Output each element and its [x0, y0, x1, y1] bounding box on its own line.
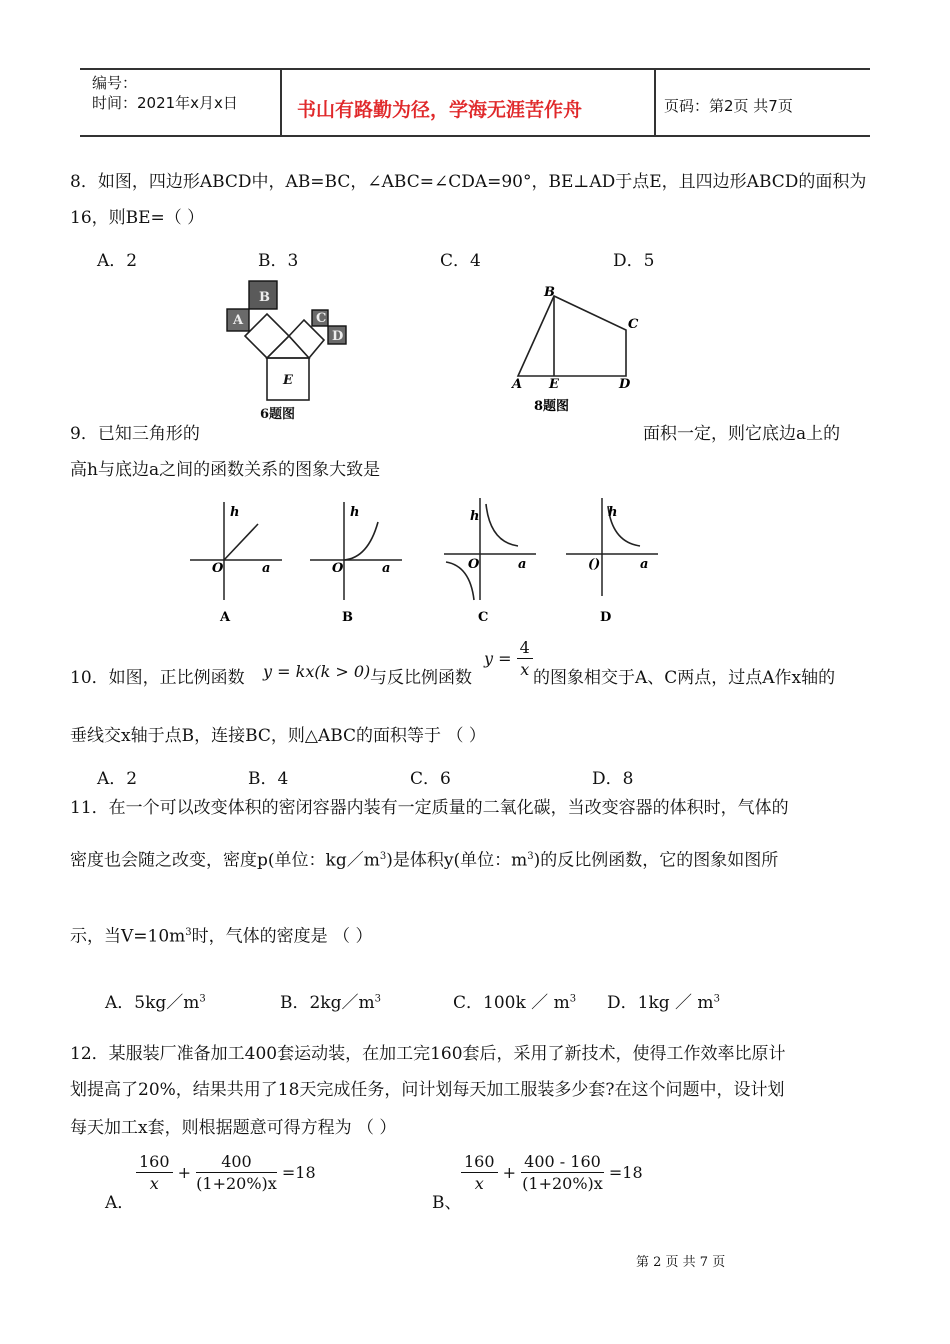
q9-graph-a — [186, 500, 286, 628]
q9-line2: 高h与底边a之间的函数关系的图象大致是 — [70, 460, 381, 480]
q11-sup-1: 3 — [379, 851, 387, 862]
q11-line3-a: 示，当V=10m — [70, 926, 186, 947]
q8-option-d: D．5 — [613, 251, 655, 271]
graph-d-label: D — [600, 610, 612, 625]
q8-line2: 16，则BE=（ ） — [70, 208, 205, 228]
fig6-label-d: D — [332, 329, 344, 344]
header-serial: 编号： — [92, 74, 138, 92]
fig8-label-e: E — [549, 377, 559, 392]
q10-option-c: C．6 — [410, 769, 451, 789]
q12-b-rhs: =18 — [608, 1163, 643, 1182]
q10-suffix: 的图象相交于A、C两点，过点A作x轴的 — [533, 668, 836, 688]
q11-sup-2: 3 — [527, 851, 534, 862]
q12-b-frac2: $\frac{400 - 160}{(1+20\%)x}$ — [522, 1152, 603, 1193]
fig8-label-a: A — [512, 377, 523, 392]
graph-c-a: a — [518, 557, 527, 572]
q12-a-rhs: =18 — [281, 1163, 316, 1182]
fig8-caption: 8题图 — [534, 399, 570, 414]
q11-line2-c: )的反比例函数，它的图象如图所 — [533, 850, 779, 871]
q12-option-a-equation: $\frac{160}{x}$ + $\frac{400}{(1+20\%)x}$ =18 — [136, 1152, 316, 1193]
q8-option-c: C．4 — [440, 251, 481, 271]
graph-c-label: C — [478, 610, 489, 625]
header-top-border — [80, 68, 870, 70]
graph-d-h: h — [608, 505, 618, 520]
q10-option-a: A．2 — [97, 769, 138, 789]
q10-option-b: B．4 — [248, 769, 289, 789]
fig6-caption: 6题图 — [260, 407, 296, 422]
q11-line2-a: 密度也会随之改变，密度p(单位：kg／m — [70, 850, 380, 871]
graph-b-origin: O — [332, 561, 344, 576]
q10-formula1: y = kx(k > 0) — [263, 662, 371, 681]
fig6-label-e: E — [283, 373, 293, 388]
q8-line1: 8．如图，四边形ABCD中，AB=BC，∠ABC=∠CDA=90°，BE⊥AD于点E，且四边形ABCD的面积为 — [70, 172, 867, 192]
q11-option-d: D．1kg ／ $m^3$ — [607, 993, 720, 1013]
q10-prefix: 10．如图，正比例函数 — [70, 668, 245, 688]
q11-line3 — [70, 928, 372, 946]
header-motto: 书山有路勤为径，学海无涯苦作舟 — [297, 99, 583, 121]
q10-formula2 — [484, 638, 533, 679]
q12-option-b-equation: $\frac{160}{x}$ + $\frac{400 - 160}{(1+20\%)x}$ =18 — [461, 1152, 643, 1193]
q11-line2 — [70, 852, 778, 870]
footer-page-number: 第 2 页 共 7 页 — [636, 1255, 726, 1270]
q9-graph-b — [306, 500, 406, 628]
q8-option-b: B．3 — [258, 251, 299, 271]
q10-formula2-lhs: y = — [484, 649, 512, 668]
graph-c-origin: O — [468, 557, 480, 572]
header-bottom-border — [80, 135, 870, 137]
q11-option-c: C．100k ／ $m^3$ — [453, 993, 577, 1013]
q10-formula2-den: x — [520, 660, 530, 679]
q9-graph-c — [440, 496, 540, 628]
q12-line1: 12．某服装厂准备加工400套运动装，在加工完160套后，采用了新技术，使得工作效率比原计 — [70, 1044, 786, 1064]
figure-6-squares — [222, 276, 362, 424]
q11-option-a: A．$5kg/m^3$ — [105, 993, 206, 1013]
q11-line1: 11．在一个可以改变体积的密闭容器内装有一定质量的二氧化碳，当改变容器的体积时，气体的 — [70, 798, 789, 818]
q10-middle: 与反比例函数 — [370, 668, 472, 688]
graph-a-a: a — [262, 561, 271, 576]
fig6-label-a: A — [233, 313, 244, 328]
q10-option-d: D．8 — [592, 769, 634, 789]
header-page: 页码：第2页 共7页 — [664, 97, 793, 115]
q11-option-b: B．$2kg/m^3$ — [280, 993, 381, 1013]
fig8-label-b: B — [544, 285, 555, 300]
graph-b-label: B — [342, 610, 353, 625]
header-divider-2 — [654, 68, 656, 136]
graph-a-label: A — [220, 610, 231, 625]
graph-a-origin: O — [212, 561, 224, 576]
header-divider-1 — [280, 68, 282, 136]
q9-line1-end: 面积一定，则它底边a上的 — [643, 424, 841, 444]
fig8-label-c: C — [628, 317, 639, 332]
graph-d-a: a — [640, 557, 649, 572]
q11-line2-b: )是体积y(单位：m — [386, 850, 528, 871]
q11-line3-b: 时，气体的密度是 （ ） — [191, 926, 373, 947]
q12-option-a-label: A． — [105, 1193, 135, 1213]
q12-line3: 每天加工x套，则根据题意可得方程为 （ ） — [70, 1118, 397, 1138]
q11-sup-3: 3 — [185, 927, 192, 938]
q10-line2: 垂线交x轴于点B，连接BC，则△ABC的面积等于 （ ） — [70, 726, 486, 746]
figure-8-quadrilateral — [508, 284, 648, 418]
q12-option-b-label: B、 — [432, 1193, 462, 1213]
fig8-label-d: D — [619, 377, 631, 392]
q12-a-frac2: $\frac{400}{(1+20\%)x}$ — [196, 1152, 277, 1193]
q12-line2: 划提高了20%，结果共用了18天完成任务，问计划每天加工服装多少套?在这个问题中，设计划 — [70, 1080, 785, 1100]
graph-b-a: a — [382, 561, 391, 576]
q10-formula2-num: 4 — [517, 638, 533, 659]
q9-line1-start: 9．已知三角形的 — [70, 424, 200, 444]
q10-formula2-frac — [517, 638, 533, 679]
graph-c-h: h — [470, 509, 480, 524]
fig6-label-c: C — [316, 311, 327, 326]
q12-b-frac1: $\frac{160}{x}$ — [461, 1152, 498, 1193]
graph-b-h: h — [350, 505, 360, 520]
q12-a-frac1: $\frac{160}{x}$ — [136, 1152, 173, 1193]
q9-graph-d — [562, 496, 662, 628]
header-time: 时间：2021年x月x日 — [92, 94, 238, 112]
graph-a-h: h — [230, 505, 240, 520]
fig6-label-b: B — [259, 290, 270, 305]
q8-option-a: A．2 — [97, 251, 138, 271]
graph-d-origin: () — [588, 557, 601, 572]
